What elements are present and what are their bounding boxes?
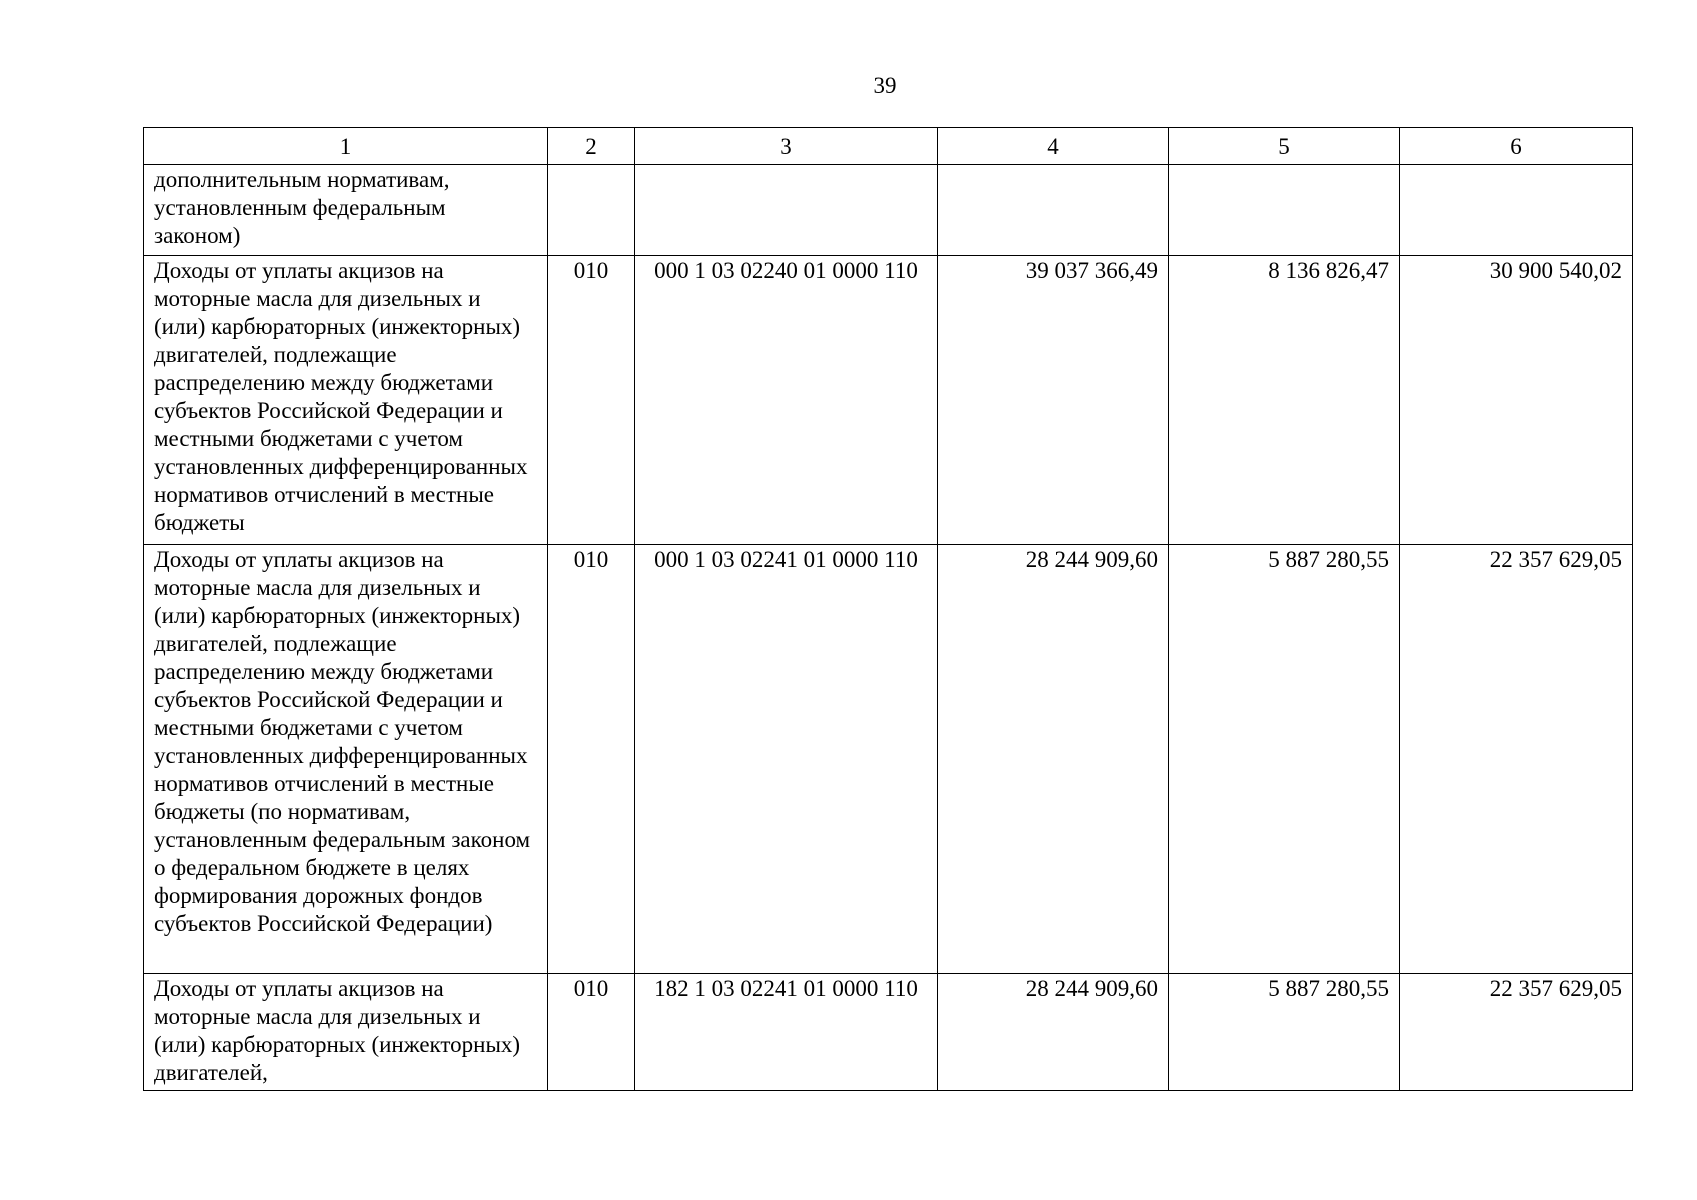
page-number: 39 [873, 73, 897, 98]
table-row [144, 165, 1633, 256]
line-code-cell: 010 [548, 256, 635, 545]
amount-col4-cell: 39 037 366,49 [938, 256, 1169, 545]
amount-col5-cell [1169, 165, 1400, 256]
amount-col4-cell [938, 165, 1169, 256]
amount-col4-cell: 28 244 909,60 [938, 974, 1169, 1091]
table-row [144, 974, 1633, 1091]
budget-code-cell: 182 1 03 02241 01 0000 110 [635, 974, 938, 1091]
table-header [144, 128, 1633, 165]
row-name-cell: дополнительным нормативам, установленным федеральным законом) [144, 165, 548, 256]
amount-col5-cell: 5 887 280,55 [1169, 974, 1400, 1091]
column-header-4: 4 [938, 128, 1169, 165]
budget-code-cell: 000 1 03 02241 01 0000 110 [635, 545, 938, 974]
table-row [144, 545, 1633, 974]
line-code-cell [548, 165, 635, 256]
line-code-cell: 010 [548, 545, 635, 974]
amount-col6-cell: 22 357 629,05 [1400, 545, 1633, 974]
amount-col4-cell: 28 244 909,60 [938, 545, 1169, 974]
line-code-cell: 010 [548, 974, 635, 1091]
column-header-2: 2 [548, 128, 635, 165]
table-row [144, 256, 1633, 545]
amount-col6-cell [1400, 165, 1633, 256]
row-name-cell: Доходы от уплаты акцизов на моторные масла для дизельных и (или) карбюраторных (инжекторных) двигателей, подлежащие распределению между бюджетами субъектов Российской Федерации и местными бюджетами с учетом установленных дифференцированных нормативов отчислений в местные бюджеты [144, 256, 548, 545]
column-header-1: 1 [144, 128, 548, 165]
budget-code-cell [635, 165, 938, 256]
amount-col5-cell: 8 136 826,47 [1169, 256, 1400, 545]
table-body [144, 165, 1633, 1091]
column-header-6: 6 [1400, 128, 1633, 165]
amount-col6-cell: 22 357 629,05 [1400, 974, 1633, 1091]
row-name-cell: Доходы от уплаты акцизов на моторные масла для дизельных и (или) карбюраторных (инжекторных) двигателей, подлежащие распределению между бюджетами субъектов Российской Федерации и местными бюджетами с учетом установленных дифференцированных нормативов отчислений в местные бюджеты (по нормативам, установленным федеральным законом о федеральном бюджете в целях формирования дорожных фондов субъектов Российской Федерации) [144, 545, 548, 974]
header-row [144, 128, 1633, 165]
revenue-table [143, 127, 1633, 1091]
column-header-3: 3 [635, 128, 938, 165]
row-name-cell: Доходы от уплаты акцизов на моторные масла для дизельных и (или) карбюраторных (инжекторных) двигателей, [144, 974, 548, 1091]
budget-code-cell: 000 1 03 02240 01 0000 110 [635, 256, 938, 545]
column-header-5: 5 [1169, 128, 1400, 165]
amount-col6-cell: 30 900 540,02 [1400, 256, 1633, 545]
amount-col5-cell: 5 887 280,55 [1169, 545, 1400, 974]
